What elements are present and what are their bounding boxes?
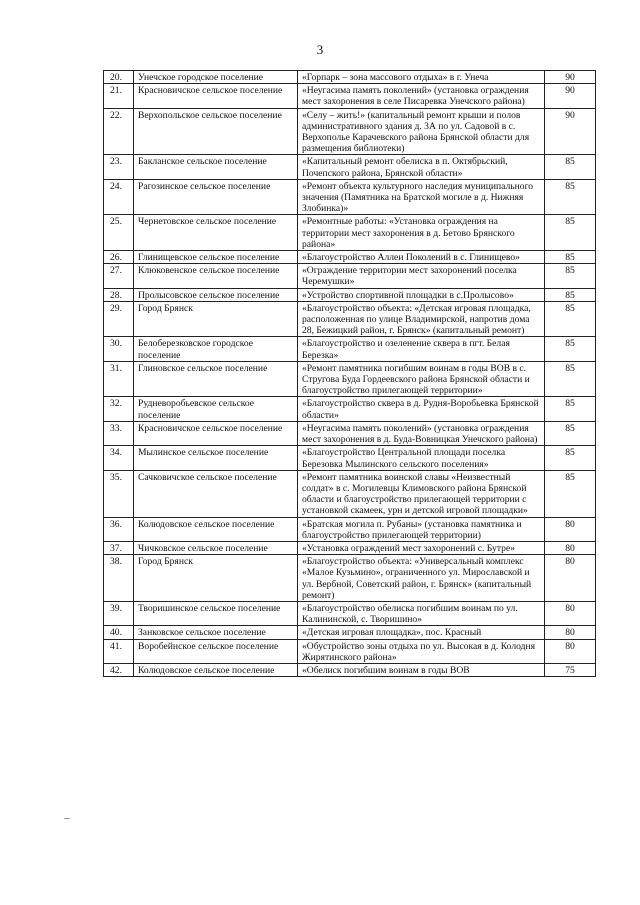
municipality-cell: Чичковское сельское поселение	[134, 541, 298, 554]
row-number-cell: 38.	[104, 555, 134, 602]
table-row	[104, 446, 596, 470]
municipality-cell: Колюдовское сельское поселение	[134, 663, 298, 676]
table-row	[104, 337, 596, 361]
project-cell: «Капитальный ремонт обелиска в п. Октябрьский, Почепского района, Брянской области»	[298, 155, 545, 179]
row-number-cell: 39.	[104, 601, 134, 625]
project-cell: «Благоустройство Центральной площади поселка Березовка Мылинского сельского поселения»	[298, 446, 545, 470]
score-cell: 85	[545, 337, 596, 361]
project-cell: «Селу – жить!» (капитальный ремонт крыши и полов административного здания д. 3А по ул. Садовой в с. Верхополье Карачевского района Брянской области для размещения библиотеки)	[298, 108, 545, 155]
table-row	[104, 601, 596, 625]
project-cell: «Благоустройство Аллеи Поколений в с. Глинищево»	[298, 251, 545, 264]
score-cell: 75	[545, 663, 596, 676]
municipality-cell: Пролысовское сельское поселение	[134, 288, 298, 301]
table-row	[104, 84, 596, 108]
projects-table	[103, 70, 596, 677]
project-cell: «Обелиск погибшим воинам в годы ВОВ	[298, 663, 545, 676]
table-row	[104, 397, 596, 421]
page-number: 3	[316, 42, 324, 57]
table-row	[104, 555, 596, 602]
table-row	[104, 251, 596, 264]
project-cell: «Братская могила п. Рубаны» (установка памятника и благоустройство прилегающей территории)	[298, 517, 545, 541]
score-cell: 85	[545, 264, 596, 288]
table-row	[104, 639, 596, 663]
municipality-cell: Город Брянск	[134, 555, 298, 602]
score-cell: 85	[545, 288, 596, 301]
table-row	[104, 626, 596, 639]
score-cell: 85	[545, 397, 596, 421]
table-row	[104, 288, 596, 301]
project-cell: «Благоустройство и озеленение сквера в пгт. Белая Березка»	[298, 337, 545, 361]
row-number-cell: 32.	[104, 397, 134, 421]
row-number-cell: 31.	[104, 361, 134, 397]
row-number-cell: 37.	[104, 541, 134, 554]
municipality-cell: Рагозинское сельское поселение	[134, 179, 298, 215]
municipality-cell: Чернетовское сельское поселение	[134, 215, 298, 251]
table-row	[104, 541, 596, 554]
municipality-cell: Город Брянск	[134, 301, 298, 337]
table-row	[104, 264, 596, 288]
row-number-cell: 35.	[104, 470, 134, 517]
row-number-cell: 24.	[104, 179, 134, 215]
project-cell: «Благоустройство сквера в д. Рудня-Воробьевка Брянской области»	[298, 397, 545, 421]
score-cell: 85	[545, 215, 596, 251]
row-number-cell: 25.	[104, 215, 134, 251]
score-cell: 90	[545, 108, 596, 155]
project-cell: «Устройство спортивной площадки в с.Пролысово»	[298, 288, 545, 301]
row-number-cell: 30.	[104, 337, 134, 361]
row-number-cell: 41.	[104, 639, 134, 663]
municipality-cell: Творишинское сельское поселение	[134, 601, 298, 625]
project-cell: «Ремонт памятника воинской славы «Неизвестный солдат» в с. Могилевцы Климовского района Брянской области и благоустройство прилегающей территории с установкой скамеек, урн и детской игровой площадки»	[298, 470, 545, 517]
score-cell: 85	[545, 301, 596, 337]
municipality-cell: Белоберезковское городское поселение	[134, 337, 298, 361]
row-number-cell: 21.	[104, 84, 134, 108]
score-cell: 85	[545, 179, 596, 215]
project-cell: «Ремонт памятника погибшим воинам в годы ВОВ в с. Стругова Буда Гордеевского района Брянской области и благоустройство прилегающей территории»	[298, 361, 545, 397]
table-row	[104, 663, 596, 676]
table-row	[104, 470, 596, 517]
score-cell: 80	[545, 639, 596, 663]
project-cell: «Ремонтные работы: «Установка ограждения на территории мест захоронения в д. Бетово Брянского района»	[298, 215, 545, 251]
municipality-cell: Глинищевское сельское поселение	[134, 251, 298, 264]
margin-mark	[64, 818, 70, 822]
score-cell: 85	[545, 155, 596, 179]
project-cell: «Детская игровая площадка», пос. Красный	[298, 626, 545, 639]
project-cell: «Ремонт объекта культурного наследия муниципального значения (Памятника на Братской могиле в д. Нижняя Злобинка)»	[298, 179, 545, 215]
score-cell: 80	[545, 626, 596, 639]
row-number-cell: 36.	[104, 517, 134, 541]
municipality-cell: Сачковичское сельское поселение	[134, 470, 298, 517]
project-cell: «Ограждение территории мест захоронений поселка Черемушки»	[298, 264, 545, 288]
score-cell: 85	[545, 421, 596, 445]
municipality-cell: Колюдовское сельское поселение	[134, 517, 298, 541]
table-row	[104, 108, 596, 155]
table-row	[104, 71, 596, 84]
municipality-cell: Красновичское сельское поселение	[134, 84, 298, 108]
table-row	[104, 155, 596, 179]
municipality-cell: Бакланское сельское поселение	[134, 155, 298, 179]
table-row	[104, 215, 596, 251]
project-cell: «Благоустройство объекта: «Универсальный комплекс «Малое Кузьмино», ограниченного ул. Мирославской и ул. Вербной, Советский район, г. Брянск» (капитальный ремонт)	[298, 555, 545, 602]
municipality-cell: Верхопольское сельское поселение	[134, 108, 298, 155]
score-cell: 90	[545, 71, 596, 84]
project-cell: «Установка ограждений мест захоронений с. Бутре»	[298, 541, 545, 554]
score-cell: 85	[545, 251, 596, 264]
table-row	[104, 517, 596, 541]
table-row	[104, 301, 596, 337]
row-number-cell: 22.	[104, 108, 134, 155]
project-cell: «Неугасима память поколений» (установка ограждения мест захоронения в д. Буда-Вовницкая Унечского района)	[298, 421, 545, 445]
row-number-cell: 29.	[104, 301, 134, 337]
project-cell: «Благоустройство обелиска погибшим воинам по ул. Калининской, с. Творишино»	[298, 601, 545, 625]
table-row	[104, 421, 596, 445]
project-cell: «Благоустройство объекта: «Детская игровая площадка, расположенная по улице Владимирской, напротив дома 28, Бежицкий район, г. Брянск» (капитальный ремонт)	[298, 301, 545, 337]
municipality-cell: Мылинское сельское поселение	[134, 446, 298, 470]
row-number-cell: 28.	[104, 288, 134, 301]
row-number-cell: 20.	[104, 71, 134, 84]
score-cell: 85	[545, 446, 596, 470]
row-number-cell: 26.	[104, 251, 134, 264]
table-row	[104, 179, 596, 215]
row-number-cell: 33.	[104, 421, 134, 445]
municipality-cell: Рудневоробьевское сельское поселение	[134, 397, 298, 421]
row-number-cell: 27.	[104, 264, 134, 288]
row-number-cell: 23.	[104, 155, 134, 179]
score-cell: 90	[545, 84, 596, 108]
project-cell: «Обустройство зоны отдыха по ул. Высокая в д. Колодня Жирятинского района»	[298, 639, 545, 663]
municipality-cell: Унечское городское поселение	[134, 71, 298, 84]
municipality-cell: Занковское сельское поселение	[134, 626, 298, 639]
score-cell: 85	[545, 361, 596, 397]
municipality-cell: Глиновское сельское поселение	[134, 361, 298, 397]
project-cell: «Горпарк – зона массового отдыха» в г. Унеча	[298, 71, 545, 84]
row-number-cell: 34.	[104, 446, 134, 470]
row-number-cell: 42.	[104, 663, 134, 676]
score-cell: 80	[545, 541, 596, 554]
municipality-cell: Красновичское сельское поселение	[134, 421, 298, 445]
table-row	[104, 361, 596, 397]
projects-table-body	[104, 71, 596, 677]
project-cell: «Неугасима память поколений» (установка ограждения мест захоронения в селе Писаревка Унечского района)	[298, 84, 545, 108]
score-cell: 80	[545, 517, 596, 541]
score-cell: 85	[545, 470, 596, 517]
score-cell: 80	[545, 555, 596, 602]
municipality-cell: Клюковенское сельское поселение	[134, 264, 298, 288]
municipality-cell: Воробейнское сельское поселение	[134, 639, 298, 663]
score-cell: 80	[545, 601, 596, 625]
row-number-cell: 40.	[104, 626, 134, 639]
